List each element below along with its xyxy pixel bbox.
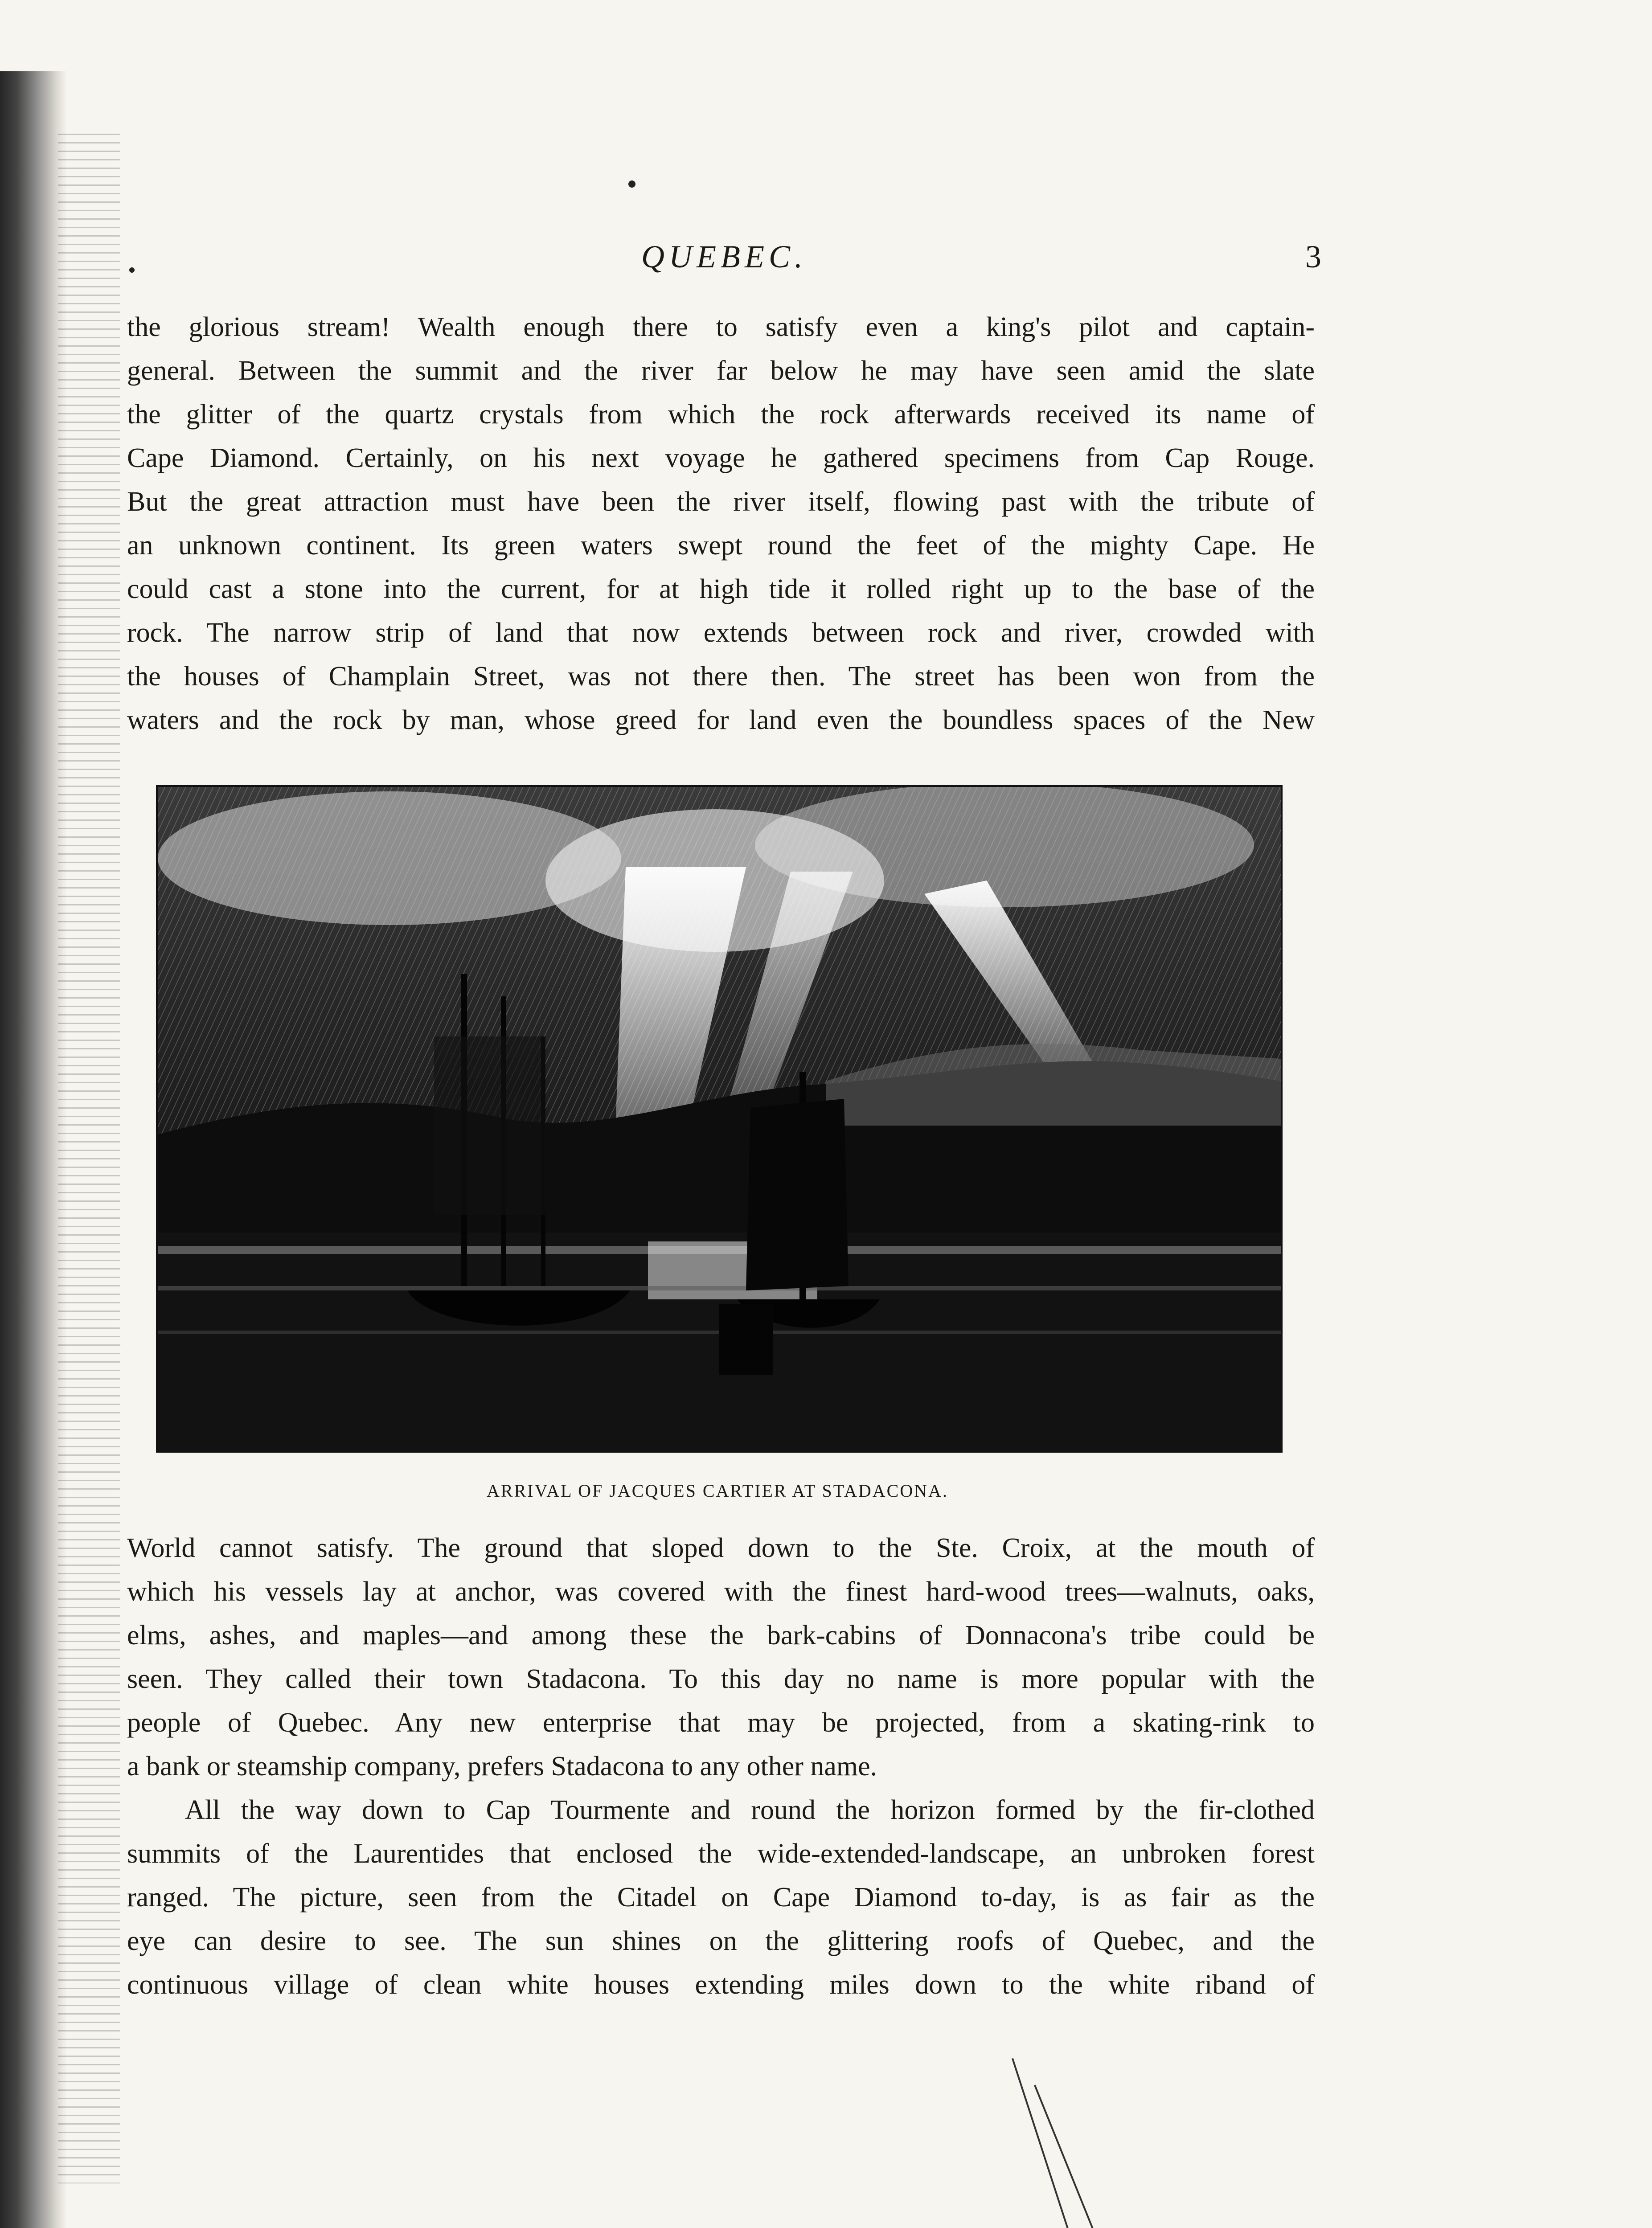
text-line: elms, ashes, and maples—and among these the bark-cabins of Donnacona's tribe could be [127,1620,1315,1651]
running-title: QUEBEC. [641,239,807,274]
text-line: All the way down to Cap Tourmente and round the horizon formed by the fir-clothed [185,1795,1315,1825]
page-header [127,238,1321,287]
text-line: summits of the Laurentides that enclosed the wide-extended-landscape, an unbroken forest [127,1839,1315,1869]
engraving-illustration [156,785,1283,1453]
scan-binding-edge [0,71,67,2228]
text-line: people of Quebec. Any new enterprise that may be projected, from a skating-rink to [127,1708,1315,1738]
text-line: continuous village of clean white houses extending miles down to the white riband of [127,1970,1315,2000]
text-line: eye can desire to see. The sun shines on the glittering roofs of Quebec, and the [127,1926,1315,1956]
text-line: Cape Diamond. Certainly, on his next voyage he gathered specimens from Cap Rouge. [127,443,1315,473]
scan-speck [628,180,635,188]
text-line: an unknown continent. Its green waters swept round the feet of the mighty Cape. He [127,530,1315,561]
text-line: could cast a stone into the current, for at high tide it rolled right up to the base of the [127,574,1315,604]
scan-speck [129,267,135,273]
text-line: a bank or steamship company, prefers Stadacona to any other name. [127,1751,877,1782]
text-line: the glorious stream! Wealth enough there to satisfy even a king's pilot and captain- [127,312,1315,342]
scan-binding-speckle [58,134,120,2183]
engraving-picture [158,787,1281,1451]
paragraph-bottom [127,1526,1315,2007]
text-line: waters and the rock by man, whose greed for land even the boundless spaces of the New [127,705,1315,735]
paragraph-top [127,305,1315,742]
illustration-caption: ARRIVAL OF JACQUES CARTIER AT STADACONA. [487,1481,948,1501]
text-line: But the great attraction must have been the river itself, flowing past with the tribute of [127,487,1315,517]
page-number: 3 [1305,239,1321,274]
text-line: rock. The narrow strip of land that now extends between rock and river, crowded with [127,618,1315,648]
text-line: ranged. The picture, seen from the Citadel on Cape Diamond to-day, is as fair as the [127,1882,1315,1913]
text-line: seen. They called their town Stadacona. To this day no name is more popular with the [127,1664,1315,1694]
text-line: general. Between the summit and the river far below he may have seen amid the slate [127,356,1315,386]
text-line: which his vessels lay at anchor, was covered with the finest hard-wood trees—walnuts, oaks, [127,1577,1315,1607]
text-line: the houses of Champlain Street, was not there then. The street has been won from the [127,661,1315,692]
scan-scratch [1012,2058,1079,2228]
text-line: World cannot satisfy. The ground that sloped down to the Ste. Croix, at the mouth of [127,1533,1315,1563]
text-line: the glitter of the quartz crystals from which the rock afterwards received its name of [127,399,1315,430]
